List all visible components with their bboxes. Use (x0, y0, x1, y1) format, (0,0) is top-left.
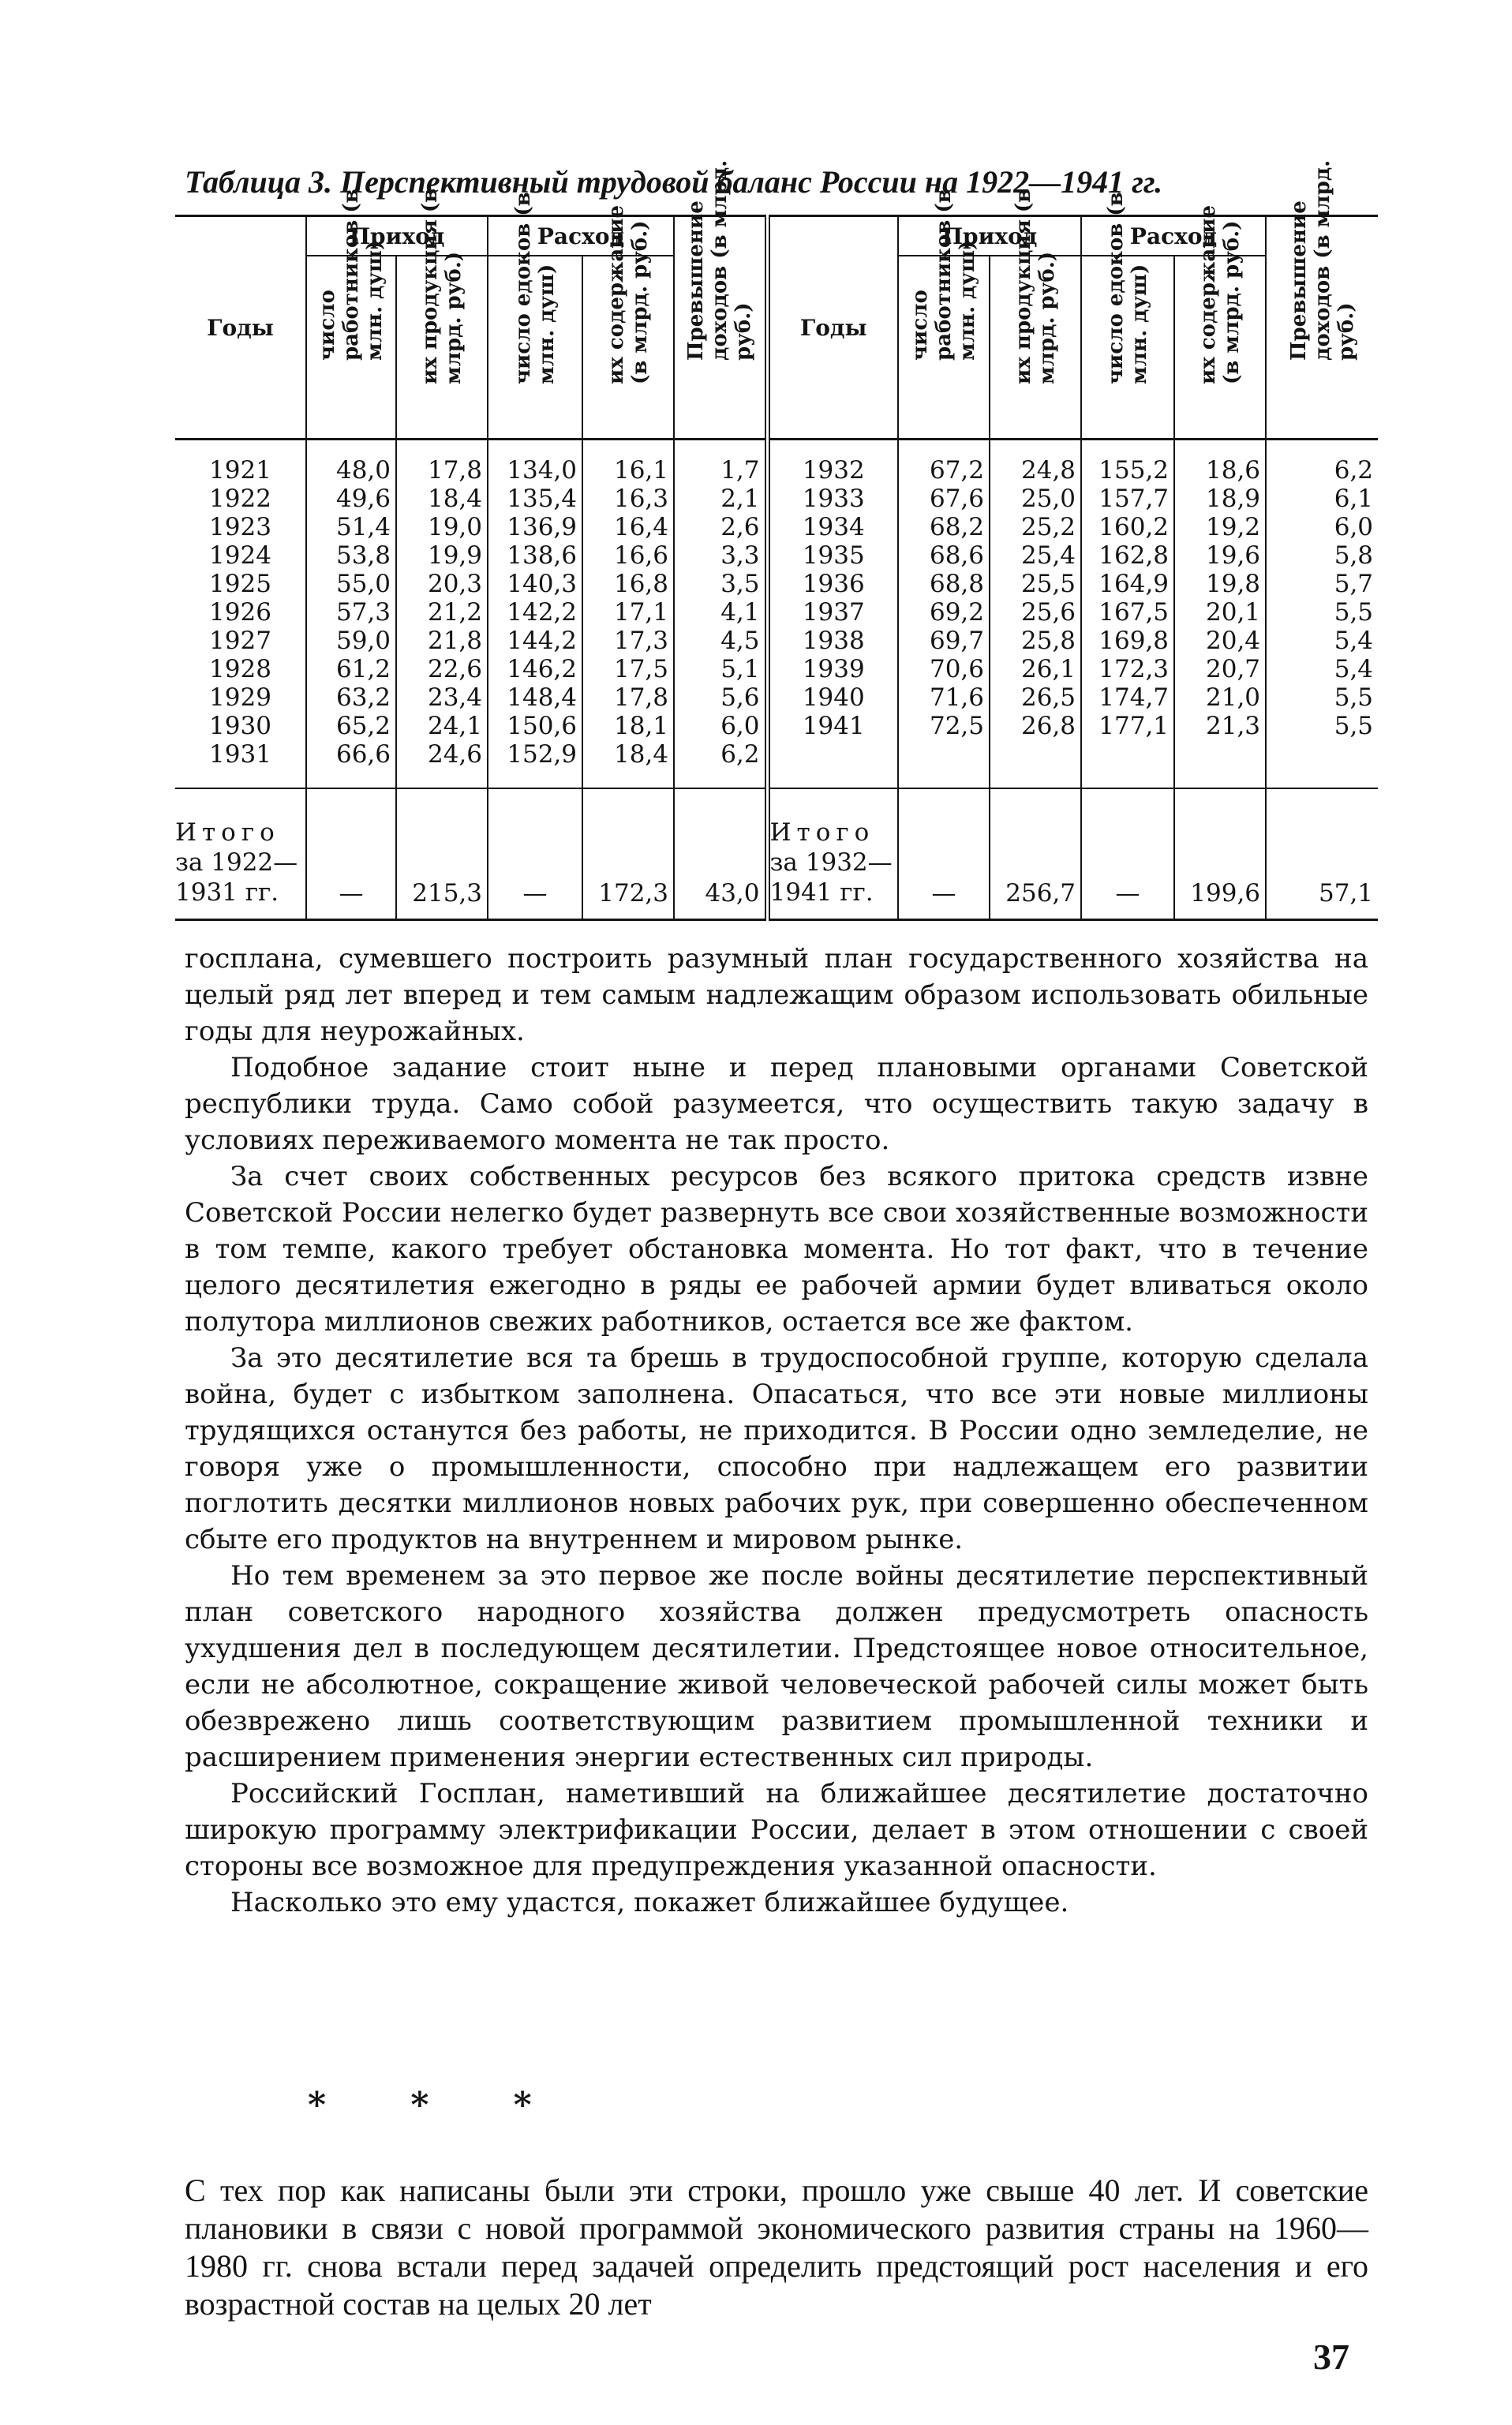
cell-production: 24,6 (427, 740, 483, 769)
cell-production: 25,2 (1021, 513, 1076, 541)
cell-year: 1934 (802, 513, 865, 541)
cell-workers: 68,8 (929, 570, 985, 598)
cell-surplus: 5,7 (1334, 570, 1374, 598)
cell-upkeep: 20,7 (1206, 655, 1261, 683)
cell-upkeep: 17,8 (613, 683, 669, 712)
cell-workers: 65,2 (335, 712, 391, 740)
cell-eaters: 142,2 (507, 598, 578, 627)
cell-surplus: 6,2 (720, 740, 760, 769)
cell-upkeep: 16,4 (613, 513, 669, 541)
paragraph: Российский Госплан, наметивший на ближайшее десятилетие достаточно широкую программу электрификации России, делает в этом отношении с своей стороны все возможное для предупреждения указанной опасности. (185, 1778, 1368, 1882)
cell-year: 1939 (802, 655, 865, 683)
cell-workers: 57,3 (335, 598, 391, 627)
cell-production: 24,1 (427, 712, 483, 740)
header-workers-right: число работников (в млн. душ) (898, 256, 990, 440)
cell-production: 19,0 (427, 513, 483, 541)
total-workers-right: — (898, 788, 990, 920)
cell-workers: 55,0 (335, 570, 391, 598)
col-years-right (767, 440, 898, 774)
cell-surplus: 4,5 (720, 627, 760, 655)
cell-eaters: 174,7 (1098, 683, 1170, 712)
cell-eaters: 146,2 (507, 655, 578, 683)
cell-production: 19,9 (427, 541, 483, 570)
cell-year: 1930 (209, 712, 271, 740)
cell-year: 1929 (209, 683, 271, 712)
cell-upkeep: 21,0 (1206, 683, 1261, 712)
cell-year: 1928 (209, 655, 271, 683)
cell-upkeep: 17,3 (613, 627, 669, 655)
cell-surplus: 6,0 (720, 712, 760, 740)
cell-eaters: 152,9 (507, 740, 578, 769)
col-years-left (175, 440, 306, 774)
cell-year: 1927 (209, 627, 271, 655)
cell-production: 26,8 (1021, 712, 1076, 740)
cell-workers: 53,8 (335, 541, 391, 570)
cell-surplus: 5,5 (1334, 712, 1374, 740)
cell-upkeep: 21,3 (1206, 712, 1261, 740)
cell-eaters: 150,6 (507, 712, 578, 740)
header-workers-left: число работников (в млн. душ) (306, 256, 396, 440)
paragraph: С тех пор как написаны были эти строки, прошло уже свыше 40 лет. И советские плановики в связи с новой программой экономического развития страны на 1960—1980 гг. снова встали перед задачей определить предстоящий рост населения и его возрастной состав на целых 20 лет (185, 2172, 1368, 2322)
header-expense-right: Расход (1081, 216, 1266, 256)
col-surplus-left (674, 440, 767, 774)
header-income-left: Приход (306, 216, 488, 256)
header-surplus-right: Превышение доходов (в млрд. руб.) (1266, 216, 1378, 440)
cell-eaters: 177,1 (1098, 712, 1170, 740)
page-number: 37 (1313, 2337, 1349, 2377)
total-label-left: Итого за 1922— 1931 гг. (175, 788, 306, 920)
cell-production: 18,4 (427, 485, 483, 513)
cell-eaters: 138,6 (507, 541, 578, 570)
cell-workers: 66,6 (335, 740, 391, 769)
col-workers-right (898, 440, 990, 774)
col-upkeep-right (1174, 440, 1266, 774)
cell-year: 1933 (802, 485, 865, 513)
table-data-row (175, 440, 1378, 774)
header-production-left: их продукция (в млрд. руб.) (396, 256, 488, 440)
cell-year: 1932 (802, 456, 865, 485)
cell-workers: 48,0 (335, 456, 391, 485)
cell-surplus: 5,5 (1334, 598, 1374, 627)
cell-eaters: 134,0 (507, 456, 578, 485)
cell-production: 24,8 (1021, 456, 1076, 485)
cell-year: 1940 (802, 683, 865, 712)
totals-row (175, 788, 1378, 920)
header-years-left: Годы (175, 216, 306, 440)
cell-surplus: 5,8 (1334, 541, 1374, 570)
cell-upkeep: 17,5 (613, 655, 669, 683)
header-years-right: Годы (767, 216, 898, 440)
cell-year: 1936 (802, 570, 865, 598)
cell-surplus: 2,1 (720, 485, 760, 513)
cell-upkeep: 20,1 (1206, 598, 1261, 627)
cell-production: 23,4 (427, 683, 483, 712)
cell-year: 1921 (209, 456, 271, 485)
cell-eaters: 169,8 (1098, 627, 1170, 655)
total-upkeep-right: 199,6 (1174, 788, 1266, 920)
cell-eaters: 162,8 (1098, 541, 1170, 570)
cell-surplus: 1,7 (720, 456, 760, 485)
cell-workers: 51,4 (335, 513, 391, 541)
col-production-left (396, 440, 488, 774)
cell-production: 21,2 (427, 598, 483, 627)
closing-text (185, 2172, 1368, 2323)
cell-production: 25,6 (1021, 598, 1076, 627)
cell-workers: 71,6 (929, 683, 985, 712)
paragraph: За счет своих собственных ресурсов без всякого притока средств извне Советской России нелегко будет развернуть все свои хозяйственные возможности в том темпе, какого требует обстановка момента. Но тот факт, что в течение целого десятилетия ежегодно в ряды ее рабочей армии будет вливаться около полутора миллионов свежих работников, остается все же фактом. (185, 1161, 1368, 1338)
header-eaters-right: число едоков (в млн. душ) (1081, 256, 1174, 440)
cell-production: 21,8 (427, 627, 483, 655)
cell-eaters: 140,3 (507, 570, 578, 598)
cell-year: 1925 (209, 570, 271, 598)
cell-year: 1924 (209, 541, 271, 570)
total-upkeep-left: 172,3 (582, 788, 674, 920)
cell-workers: 49,6 (335, 485, 391, 513)
cell-upkeep: 17,1 (613, 598, 669, 627)
cell-surplus: 5,1 (720, 655, 760, 683)
col-workers-left (306, 440, 396, 774)
cell-upkeep: 20,4 (1206, 627, 1261, 655)
total-surplus-right: 57,1 (1266, 788, 1378, 920)
paragraph: госплана, сумевшего построить разумный план государственного хозяйства на целый ряд лет вперед и тем самым надлежащим образом использовать обильные годы для неурожайных. (185, 943, 1368, 1047)
cell-year: 1923 (209, 513, 271, 541)
cell-production: 26,5 (1021, 683, 1076, 712)
header-production-right: их продукция (в млрд. руб.) (990, 256, 1081, 440)
cell-year: 1922 (209, 485, 271, 513)
cell-eaters: 167,5 (1098, 598, 1170, 627)
cell-surplus: 5,4 (1334, 627, 1374, 655)
cell-surplus: 4,1 (720, 598, 760, 627)
cell-workers: 63,2 (335, 683, 391, 712)
col-upkeep-left (582, 440, 674, 774)
cell-eaters: 148,4 (507, 683, 578, 712)
cell-production: 25,0 (1021, 485, 1076, 513)
cell-production: 25,8 (1021, 627, 1076, 655)
header-upkeep-right: их содержание (в млрд. руб.) (1174, 256, 1266, 440)
cell-production: 22,6 (427, 655, 483, 683)
total-production-right: 256,7 (990, 788, 1081, 920)
cell-eaters: 164,9 (1098, 570, 1170, 598)
paragraph: Но тем временем за это первое же после войны десятилетие перспективный план советского народного хозяйства должен предусмотреть опасность ухудшения дел в последующем десятилетии. Предстоящее новое относительное, если не абсолютное, сокращение живой человеческой рабочей силы может быть обезврежено лишь соответствующим развитием промышленной техники и расширением применения энергии естественных сил природы. (185, 1560, 1368, 1773)
paragraph: Подобное задание стоит ныне и перед плановыми органами Советской республики труда. Само собой разумеется, что осуществить такую задачу в условиях переживаемого момента не так просто. (185, 1052, 1368, 1156)
cell-workers: 72,5 (929, 712, 985, 740)
cell-upkeep: 18,6 (1206, 456, 1261, 485)
cell-surplus: 5,6 (720, 683, 760, 712)
cell-eaters: 136,9 (507, 513, 578, 541)
cell-workers: 70,6 (929, 655, 985, 683)
cell-production: 25,4 (1021, 541, 1076, 570)
cell-eaters: 144,2 (507, 627, 578, 655)
total-surplus-left: 43,0 (674, 788, 767, 920)
col-eaters-right (1081, 440, 1174, 774)
cell-workers: 59,0 (335, 627, 391, 655)
cell-eaters: 160,2 (1098, 513, 1170, 541)
cell-surplus: 2,6 (720, 513, 760, 541)
cell-surplus: 6,1 (1334, 485, 1374, 513)
paragraph: За это десятилетие вся та брешь в трудоспособной группе, которую сделала война, будет с избытком заполнена. Опасаться, что все эти новые миллионы трудящихся останутся без работы, не приходится. В России одно земледелие, не говоря уже о промышленности, способно при надлежащем его развитии поглотить десятки миллионов новых рабочих рук, при совершенно обеспеченном сбыте его продуктов на внутреннем и мировом рынке. (185, 1342, 1368, 1555)
col-production-right (990, 440, 1081, 774)
cell-surplus: 6,0 (1334, 513, 1374, 541)
header-eaters-left: число едоков (в млн. душ) (488, 256, 582, 440)
total-label-right: Итого за 1932— 1941 гг. (767, 788, 898, 920)
cell-upkeep: 18,1 (613, 712, 669, 740)
cell-surplus: 3,3 (720, 541, 760, 570)
cell-workers: 68,6 (929, 541, 985, 570)
cell-upkeep: 18,9 (1206, 485, 1261, 513)
total-eaters-left: — (488, 788, 582, 920)
cell-production: 26,1 (1021, 655, 1076, 683)
cell-production: 20,3 (427, 570, 483, 598)
total-production-left: 215,3 (396, 788, 488, 920)
cell-upkeep: 16,1 (613, 456, 669, 485)
cell-year: 1938 (802, 627, 865, 655)
header-income-right: Приход (898, 216, 1081, 256)
cell-year: 1926 (209, 598, 271, 627)
cell-year: 1941 (802, 712, 865, 740)
cell-workers: 67,6 (929, 485, 985, 513)
cell-year: 1937 (802, 598, 865, 627)
cell-production: 17,8 (427, 456, 483, 485)
header-expense-left: Расход (488, 216, 674, 256)
paragraph: Насколько это ему удастся, покажет ближайшее будущее. (230, 1887, 1069, 1918)
col-eaters-left (488, 440, 582, 774)
cell-upkeep: 16,6 (613, 541, 669, 570)
cell-workers: 67,2 (929, 456, 985, 485)
cell-eaters: 157,7 (1098, 485, 1170, 513)
cell-surplus: 3,5 (720, 570, 760, 598)
cell-upkeep: 19,8 (1206, 570, 1261, 598)
header-surplus-left: Превышение доходов (в млрд. руб.) (674, 216, 767, 440)
cell-eaters: 172,3 (1098, 655, 1170, 683)
cell-workers: 61,2 (335, 655, 391, 683)
total-eaters-right: — (1081, 788, 1174, 920)
cell-workers: 69,2 (929, 598, 985, 627)
cell-upkeep: 16,8 (613, 570, 669, 598)
caption-label: Таблица 3. (185, 164, 332, 200)
cell-year: 1935 (802, 541, 865, 570)
body-text (185, 941, 1368, 1921)
col-surplus-right (1266, 440, 1378, 774)
cell-upkeep: 18,4 (613, 740, 669, 769)
cell-eaters: 155,2 (1098, 456, 1170, 485)
caption-title: Перспективный трудовой баланс России на 1922—1941 гг. (339, 164, 1163, 200)
header-upkeep-left: их содержание (в млрд. руб.) (582, 256, 674, 440)
cell-workers: 69,7 (929, 627, 985, 655)
cell-surplus: 5,4 (1334, 655, 1374, 683)
total-workers-left: — (306, 788, 396, 920)
cell-surplus: 5,5 (1334, 683, 1374, 712)
section-separator: * * * (308, 2085, 568, 2125)
cell-eaters: 135,4 (507, 485, 578, 513)
cell-upkeep: 16,3 (613, 485, 669, 513)
cell-upkeep: 19,6 (1206, 541, 1261, 570)
cell-year: 1931 (209, 740, 271, 769)
cell-workers: 68,2 (929, 513, 985, 541)
cell-production: 25,5 (1021, 570, 1076, 598)
cell-surplus: 6,2 (1334, 456, 1374, 485)
cell-upkeep: 19,2 (1206, 513, 1261, 541)
